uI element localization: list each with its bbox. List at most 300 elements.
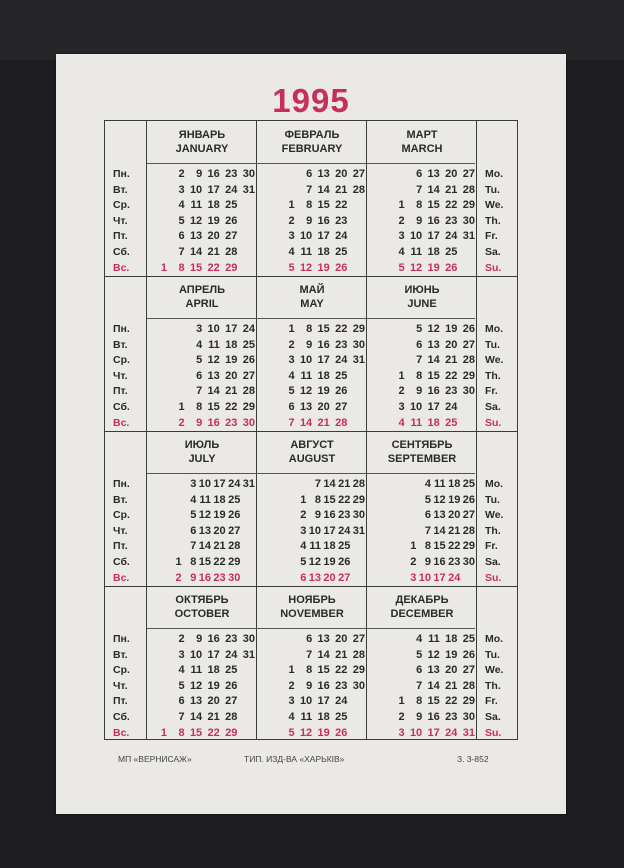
day-number: 26: [335, 385, 348, 398]
day-number: 23: [335, 214, 348, 227]
day-number: 6: [416, 338, 423, 351]
day-number: 19: [225, 354, 238, 367]
day-number: 6: [190, 524, 197, 537]
day-number: 20: [323, 571, 336, 584]
day-number: 31: [242, 478, 255, 490]
day-number: 15: [427, 369, 440, 382]
day-number: 11: [309, 540, 321, 553]
day-number: 20: [445, 168, 458, 180]
day-number: 12: [207, 354, 220, 367]
day-number: 25: [462, 633, 475, 645]
day-number: 4: [190, 493, 197, 506]
day-number: 26: [445, 261, 458, 274]
day-number: 28: [228, 540, 241, 553]
day-number: 29: [228, 555, 241, 568]
day-number: 28: [225, 710, 238, 723]
day-number: 23: [335, 338, 348, 351]
week-row: [153, 198, 253, 214]
day-number: 14: [207, 385, 220, 398]
week-row: [373, 493, 473, 509]
day-number: 2: [398, 710, 405, 723]
day-number: 14: [198, 540, 211, 553]
month-days: [263, 322, 363, 431]
weekday-label-en: Tu.: [485, 338, 500, 351]
day-number: 2: [300, 509, 307, 522]
week-row: [373, 477, 473, 493]
day-number: 18: [207, 199, 220, 212]
day-number: 30: [352, 338, 365, 351]
day-number: 28: [462, 183, 475, 196]
day-number: 10: [198, 478, 211, 490]
month-name-en: SEPTEMBER: [387, 453, 457, 465]
day-number: 3: [190, 478, 197, 490]
week-row: [153, 261, 253, 277]
day-number: 21: [445, 183, 458, 196]
month-name-ru: ОКТЯБРЬ: [175, 594, 229, 606]
day-number: 4: [288, 710, 295, 723]
weekday-label: Пн.: [113, 478, 130, 490]
weekday-label-en: Mo.: [485, 478, 504, 490]
month-name-en: JANUARY: [175, 143, 229, 155]
day-number: 5: [416, 648, 423, 661]
day-number: 24: [338, 524, 351, 537]
week-row: [263, 493, 363, 509]
month-header: [257, 438, 367, 466]
day-number: 23: [335, 679, 348, 692]
day-number: 8: [416, 369, 423, 382]
day-number: 11: [190, 664, 203, 677]
grid-hline-header: [147, 473, 475, 474]
footer-publisher: МП «ВЕРНИСАЖ»: [118, 754, 192, 764]
day-number: 16: [317, 679, 330, 692]
day-number: 30: [462, 555, 475, 568]
day-number: 20: [448, 509, 461, 522]
day-number: 27: [228, 524, 241, 537]
weekday-labels-ru: [113, 477, 130, 586]
weekday-label-en: Fr.: [485, 540, 498, 553]
day-number: 30: [242, 633, 255, 645]
day-number: 11: [190, 199, 203, 212]
day-number: 27: [462, 664, 475, 677]
week-row: [373, 663, 473, 679]
day-number: 7: [288, 416, 295, 429]
week-row: [153, 416, 253, 432]
calendar-card: [56, 54, 566, 814]
week-row: [263, 679, 363, 695]
day-number: 3: [178, 648, 185, 661]
day-number: 31: [462, 726, 475, 739]
day-number: 6: [306, 633, 313, 645]
day-number: 11: [300, 245, 313, 258]
week-row: [373, 726, 473, 742]
month-name-en: OCTOBER: [174, 608, 230, 620]
background-top: [0, 0, 624, 60]
week-row: [263, 245, 363, 261]
day-number: 12: [427, 323, 440, 335]
day-number: 10: [299, 230, 313, 243]
week-row: [153, 648, 253, 664]
weekday-label: Ср.: [113, 354, 130, 367]
day-number: 13: [433, 509, 446, 522]
weekday-label-en: Th.: [485, 369, 501, 382]
day-number: 15: [427, 695, 440, 708]
day-number: 23: [445, 214, 458, 227]
month-days: [153, 322, 253, 431]
day-number: 19: [448, 493, 461, 506]
grid-hline: [105, 276, 517, 277]
day-number: 3: [288, 695, 295, 708]
day-number: 25: [335, 369, 348, 382]
day-number: 18: [448, 478, 461, 490]
weekday-label-en: Th.: [485, 679, 501, 692]
day-number: 13: [317, 633, 330, 645]
day-number: 22: [335, 664, 348, 677]
day-number: 24: [445, 726, 458, 739]
day-number: 3: [300, 524, 307, 537]
day-number: 12: [409, 261, 423, 274]
day-number: 7: [196, 385, 203, 398]
day-number: 9: [306, 338, 313, 351]
day-number: 6: [416, 168, 423, 180]
day-number: 22: [335, 199, 348, 212]
grid-vline: [146, 121, 147, 739]
day-number: 11: [410, 245, 423, 258]
grid-hline-header: [147, 318, 475, 319]
day-number: 20: [445, 664, 458, 677]
weekday-label-en: Su.: [485, 261, 502, 274]
grid-hline: [105, 586, 517, 587]
day-number: 29: [462, 540, 475, 553]
day-number: 31: [242, 183, 255, 196]
day-number: 30: [462, 710, 475, 723]
week-row: [263, 710, 363, 726]
day-number: 6: [178, 695, 185, 708]
day-number: 7: [416, 183, 423, 196]
day-number: 7: [306, 648, 313, 661]
day-number: 22: [338, 493, 351, 506]
month-header: [367, 128, 477, 156]
month-days: [373, 632, 473, 741]
day-number: 26: [335, 726, 348, 739]
month-name-ru: ИЮНЬ: [404, 284, 440, 296]
week-row: [263, 571, 363, 587]
day-number: 8: [416, 199, 423, 212]
weekday-label-en: Su.: [485, 571, 502, 584]
day-number: 5: [288, 385, 295, 398]
week-row: [373, 338, 473, 354]
day-number: 21: [445, 354, 458, 367]
day-number: 27: [462, 509, 475, 522]
day-number: 12: [299, 385, 313, 398]
day-number: 24: [445, 230, 458, 243]
month-name-en: JULY: [188, 453, 216, 465]
day-number: 20: [335, 168, 348, 180]
day-number: 30: [242, 168, 255, 180]
day-number: 11: [428, 633, 440, 645]
week-row: [153, 694, 253, 710]
day-number: 27: [462, 168, 475, 180]
day-number: 24: [225, 183, 238, 196]
day-number: 9: [196, 168, 203, 180]
day-number: 28: [335, 416, 348, 429]
day-number: 21: [207, 710, 220, 723]
week-row: [153, 663, 253, 679]
day-number: 21: [335, 648, 348, 661]
day-number: 2: [288, 338, 295, 351]
month-name-en: DECEMBER: [390, 608, 454, 620]
day-number: 14: [189, 710, 203, 723]
day-number: 13: [317, 168, 330, 180]
month-days: [373, 477, 473, 586]
day-number: 10: [409, 400, 423, 413]
day-number: 19: [427, 261, 440, 274]
day-number: 23: [448, 555, 461, 568]
day-number: 5: [288, 261, 295, 274]
week-row: [373, 384, 473, 400]
month-name-en: APRIL: [185, 298, 219, 310]
day-number: 17: [433, 571, 446, 584]
day-number: 21: [448, 524, 461, 537]
weekday-label-en: Sa.: [485, 400, 501, 413]
day-number: 19: [317, 385, 330, 398]
day-number: 2: [178, 168, 185, 180]
week-row: [263, 214, 363, 230]
weekday-label: Пн.: [113, 323, 130, 335]
day-number: 15: [317, 664, 330, 677]
week-row: [153, 632, 253, 648]
week-row: [153, 493, 253, 509]
day-number: 3: [398, 230, 405, 243]
week-row: [153, 229, 253, 245]
day-number: 2: [398, 214, 405, 227]
week-row: [373, 322, 473, 338]
day-number: 18: [317, 245, 330, 258]
day-number: 13: [427, 168, 440, 180]
day-number: 15: [189, 726, 203, 739]
day-number: 24: [335, 230, 348, 243]
weekday-label: Ср.: [113, 199, 130, 212]
day-number: 1: [160, 726, 167, 739]
month-name-ru: МАРТ: [406, 129, 438, 141]
month-name-ru: МАЙ: [299, 284, 325, 296]
week-row: [153, 245, 253, 261]
day-number: 14: [299, 416, 313, 429]
day-number: 11: [434, 478, 446, 490]
grid-hline-header: [147, 628, 475, 629]
grid-vline: [476, 121, 477, 739]
day-number: 9: [416, 214, 423, 227]
day-number: 28: [242, 385, 255, 398]
day-number: 29: [462, 695, 475, 708]
day-number: 9: [190, 571, 197, 584]
day-number: 8: [306, 323, 313, 335]
day-number: 8: [424, 540, 431, 553]
day-number: 10: [409, 230, 423, 243]
day-number: 1: [300, 493, 307, 506]
day-number: 30: [352, 679, 365, 692]
day-number: 8: [306, 664, 313, 677]
day-number: 18: [207, 664, 220, 677]
day-number: 25: [225, 199, 238, 212]
day-number: 4: [288, 245, 295, 258]
weekday-label: Сб.: [113, 245, 130, 258]
day-number: 10: [189, 183, 203, 196]
day-number: 10: [409, 726, 423, 739]
day-number: 14: [317, 648, 330, 661]
grid-hline-header: [147, 163, 475, 164]
month-header: [147, 593, 257, 621]
day-number: 7: [314, 478, 321, 490]
day-number: 19: [317, 726, 330, 739]
week-row: [263, 400, 363, 416]
day-number: 23: [213, 571, 226, 584]
day-number: 20: [225, 369, 238, 382]
day-number: 9: [314, 509, 321, 522]
weekday-label-en: We.: [485, 354, 504, 367]
day-number: 22: [445, 695, 458, 708]
day-number: 17: [427, 230, 440, 243]
month-name-ru: ИЮЛЬ: [184, 439, 220, 451]
day-number: 13: [299, 400, 313, 413]
week-row: [153, 384, 253, 400]
week-row: [373, 710, 473, 726]
day-number: 15: [323, 493, 336, 506]
day-number: 21: [213, 540, 226, 553]
week-row: [263, 726, 363, 742]
day-number: 28: [462, 524, 475, 537]
week-row: [153, 353, 253, 369]
day-number: 22: [225, 400, 238, 413]
day-number: 13: [198, 524, 211, 537]
day-number: 30: [462, 385, 475, 398]
day-number: 29: [225, 726, 238, 739]
day-number: 23: [225, 168, 238, 180]
day-number: 1: [160, 261, 167, 274]
day-number: 5: [416, 323, 423, 335]
month-header: [147, 438, 257, 466]
weekday-labels-ru: [113, 167, 130, 276]
day-number: 25: [445, 416, 458, 429]
day-number: 31: [352, 524, 365, 537]
day-number: 9: [306, 214, 313, 227]
day-number: 16: [317, 338, 330, 351]
month-days: [373, 322, 473, 431]
weekday-label: Вс.: [113, 726, 130, 739]
weekday-label: Пт.: [113, 540, 128, 553]
day-number: 6: [306, 168, 313, 180]
weekday-label: Вт.: [113, 493, 128, 506]
day-number: 8: [306, 199, 313, 212]
day-number: 21: [207, 245, 220, 258]
day-number: 4: [398, 245, 405, 258]
day-number: 26: [242, 354, 255, 367]
day-number: 26: [462, 493, 475, 506]
weekday-label-en: Sa.: [485, 245, 501, 258]
day-number: 18: [225, 338, 238, 351]
weekday-label: Пт.: [113, 695, 128, 708]
week-row: [263, 167, 363, 183]
month-name-en: MAY: [300, 298, 324, 310]
day-number: 5: [178, 679, 185, 692]
day-number: 3: [398, 400, 405, 413]
month-name-ru: ФЕВРАЛЬ: [284, 129, 340, 141]
day-number: 6: [196, 369, 203, 382]
day-number: 5: [190, 509, 197, 522]
day-number: 17: [427, 400, 440, 413]
year-title: 1995: [272, 82, 350, 119]
day-number: 10: [299, 695, 313, 708]
day-number: 24: [445, 400, 458, 413]
day-number: 6: [288, 400, 295, 413]
day-number: 4: [196, 338, 203, 351]
day-number: 11: [410, 416, 423, 429]
month-header: [147, 283, 257, 311]
day-number: 4: [178, 199, 185, 212]
week-row: [153, 167, 253, 183]
day-number: 2: [410, 555, 417, 568]
month-header: [257, 593, 367, 621]
month-name-en: FEBRUARY: [281, 143, 343, 155]
day-number: 15: [198, 555, 211, 568]
week-row: [373, 183, 473, 199]
week-row: [263, 539, 363, 555]
day-number: 16: [317, 214, 330, 227]
week-row: [153, 214, 253, 230]
day-number: 15: [317, 323, 330, 335]
day-number: 14: [189, 245, 203, 258]
weekday-labels-en: [485, 167, 503, 276]
weekday-label: Чт.: [113, 524, 128, 537]
day-number: 18: [317, 710, 330, 723]
day-number: 10: [308, 524, 321, 537]
day-number: 21: [445, 679, 458, 692]
day-number: 8: [190, 555, 197, 568]
day-number: 9: [424, 555, 431, 568]
day-number: 24: [225, 648, 238, 661]
week-row: [373, 369, 473, 385]
week-row: [263, 198, 363, 214]
day-number: 3: [196, 323, 203, 335]
day-number: 1: [288, 199, 295, 212]
day-number: 16: [427, 385, 440, 398]
day-number: 4: [398, 416, 405, 429]
day-number: 16: [198, 571, 211, 584]
grid-hline: [105, 431, 517, 432]
month-name-en: NOVEMBER: [280, 608, 344, 620]
week-row: [373, 694, 473, 710]
day-number: 7: [190, 540, 197, 553]
day-number: 2: [175, 571, 182, 584]
day-number: 12: [433, 493, 446, 506]
week-row: [373, 648, 473, 664]
day-number: 29: [242, 400, 255, 413]
week-row: [373, 679, 473, 695]
day-number: 1: [288, 323, 295, 335]
day-number: 12: [299, 726, 313, 739]
day-number: 16: [207, 168, 220, 180]
week-row: [373, 539, 473, 555]
day-number: 17: [317, 695, 330, 708]
day-number: 16: [207, 416, 220, 429]
day-number: 11: [300, 369, 313, 382]
day-number: 27: [462, 338, 475, 351]
weekday-label-en: Tu.: [485, 183, 500, 196]
day-number: 28: [462, 679, 475, 692]
day-number: 20: [445, 338, 458, 351]
week-row: [263, 416, 363, 432]
weekday-label: Чт.: [113, 679, 128, 692]
day-number: 5: [300, 555, 307, 568]
